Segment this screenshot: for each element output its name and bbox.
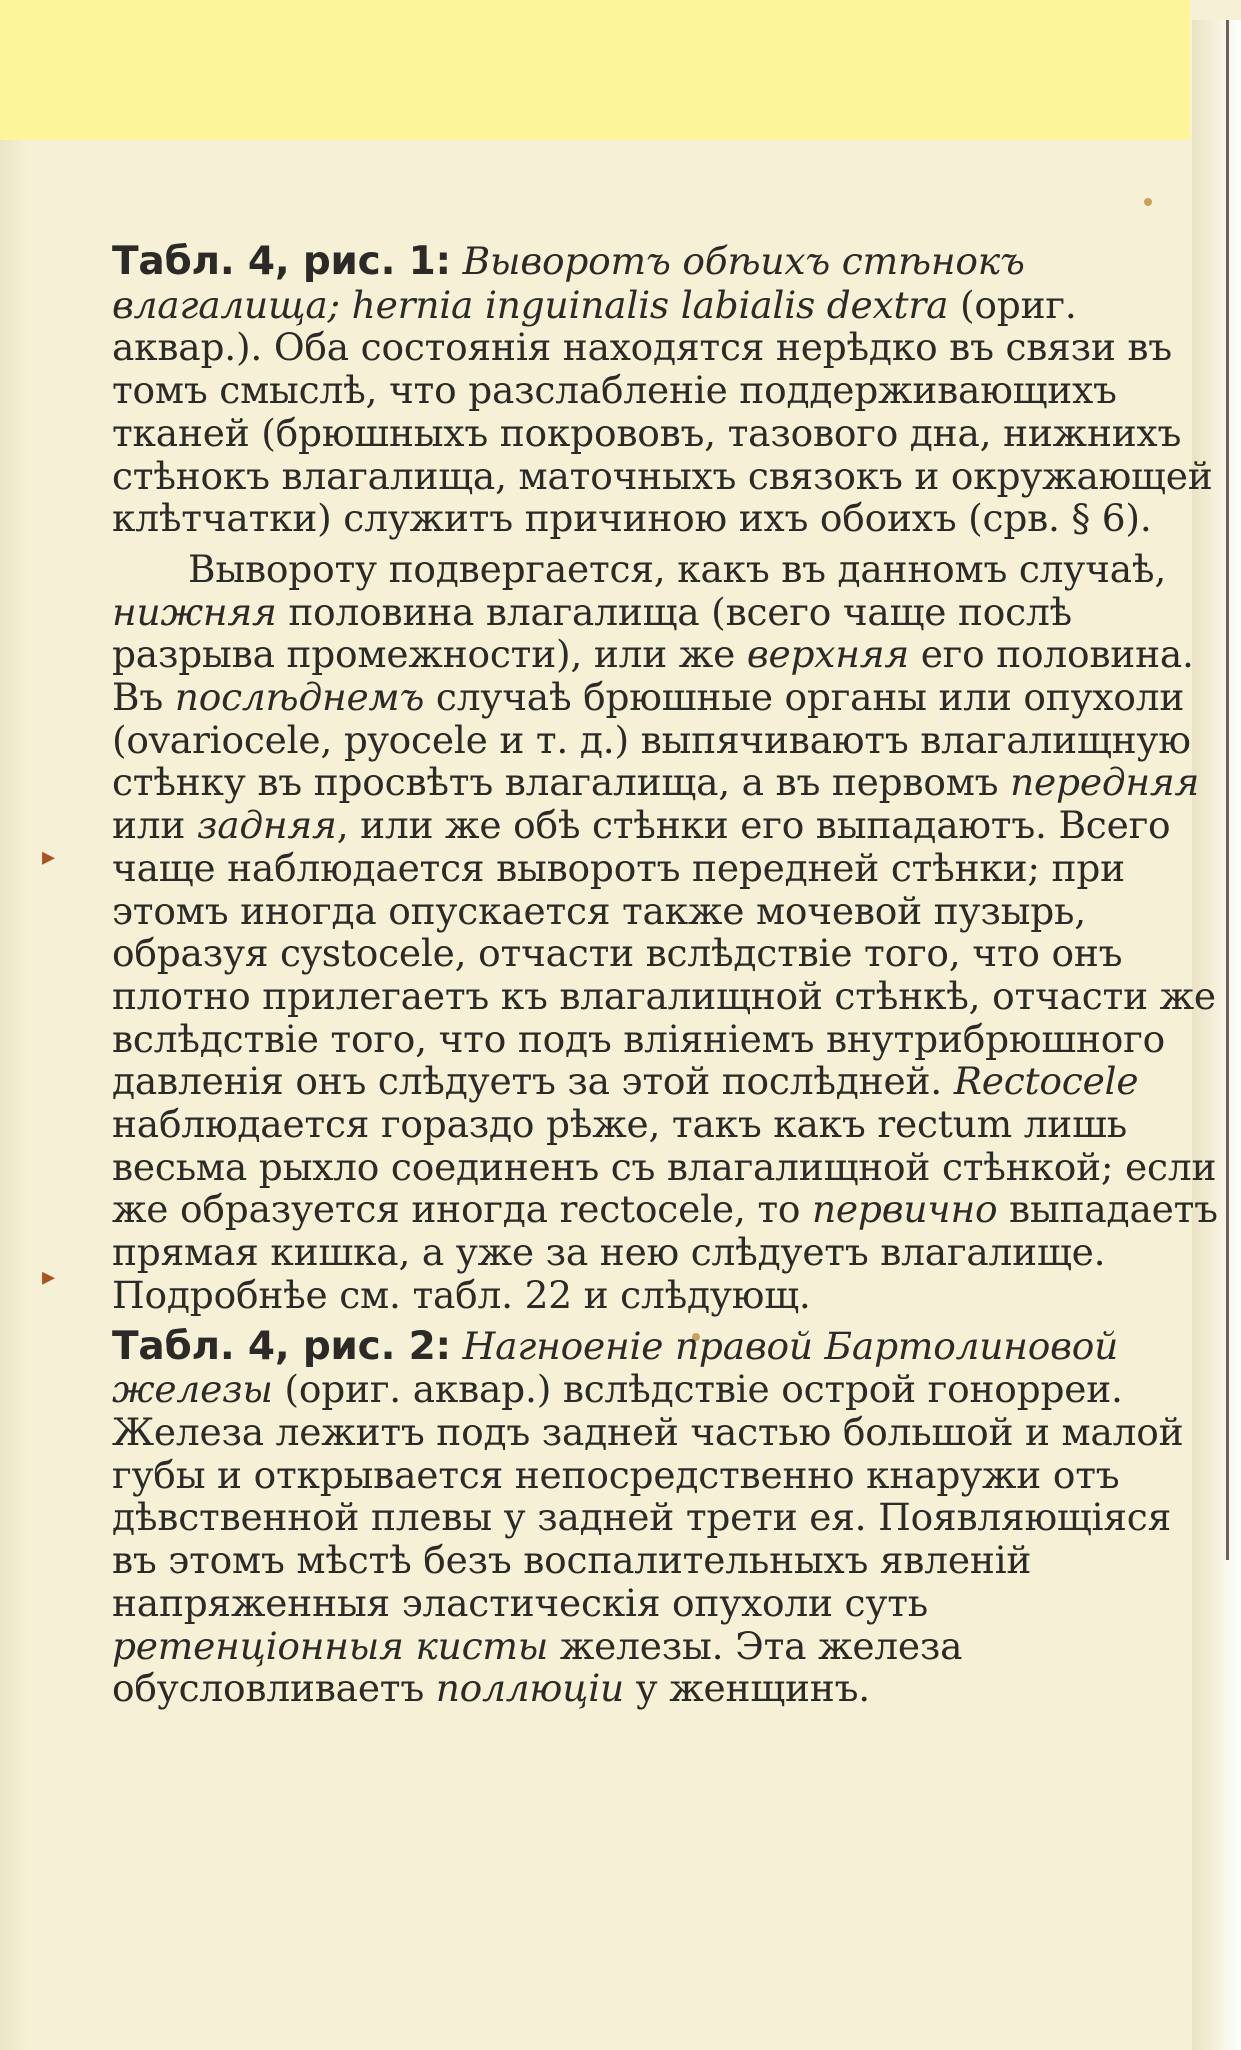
paragraph-fig2: [112, 1325, 1220, 1710]
margin-mark: ▸: [42, 842, 56, 872]
italic-run: передняя: [1010, 760, 1200, 805]
paragraph-eversion: [112, 548, 1220, 1317]
text-run: выпадаетъ прямая кишка, а уже за нею слѣдуетъ влагалище. Подробнѣе см. табл. 22 и слѣдующ.: [112, 1187, 1218, 1317]
text-run: железы. Эта железа обусловливаетъ: [112, 1623, 963, 1711]
speck: [1144, 198, 1152, 206]
italic-run: верхняя: [746, 632, 909, 677]
text-run: его половина. Въ: [112, 632, 1194, 720]
text-run: наблюдается гораздо рѣже, такъ какъ rectum лишь весьма рыхло соединенъ съ влагалищной стѣнкой; если же образуется иногда rectocele, то: [112, 1102, 1217, 1232]
paragraph-fig1: [112, 240, 1220, 540]
text-run: у женщинъ.: [623, 1666, 870, 1711]
text-run: Вывороту подвергается, какъ въ данномъ случаѣ,: [188, 546, 1167, 591]
italic-run: ретенціонныя кисты: [112, 1623, 549, 1668]
text-run: половина влагалища (всего чаще послѣ разрыва промежности), или же: [112, 589, 1072, 677]
italic-run: поллюціи: [435, 1666, 624, 1711]
italic-run: послѣднемъ: [174, 675, 425, 720]
caption-title: Нагноеніе правой Бартолиновой железы: [112, 1323, 1119, 1412]
italic-run: задняя: [196, 803, 337, 848]
italic-run: первично: [811, 1187, 998, 1232]
caption-title: Выворотъ обѣихъ стѣнокъ влагалища; hernia inguinalis labialis dextra: [112, 239, 1025, 327]
caption-label: Табл. 4, рис. 2:: [112, 1323, 451, 1369]
page-left-shadow: [0, 140, 28, 2050]
text-run: или: [112, 803, 197, 848]
highlight-band: [0, 0, 1190, 140]
paragraph-text: (ориг. аквар.). Оба состоянія находятся нерѣдко въ связи въ томъ смыслѣ, что разслабленіе поддерживающихъ тканей (брюшныхъ покрововъ, тазового дна, нижнихъ стѣнокъ влагалища, маточныхъ связокъ и окружающей клѣтчатки) служитъ причиною ихъ обоихъ (срв. § 6).: [112, 282, 1213, 541]
text-run: (ориг. аквар.) вслѣдствіе острой гонорреи. Железа лежитъ подъ задней частью большой и малой губы и открывается непосредственно кнаружи отъ дѣвственной плевы у задней трети ея. Появляющіяся въ этомъ мѣстѣ безъ воспалительныхъ явленій напряженныя эластическія опухоли суть: [112, 1367, 1184, 1625]
margin-mark: ▸: [42, 1262, 56, 1292]
text-run: , или же обѣ стѣнки его выпадаютъ. Всего чаще наблюдается выворотъ передней стѣнки; при этомъ иногда опускается также мочевой пузырь, образуя cystocele, отчасти вслѣдствіе того, что онъ плотно прилегаетъ къ влагалищной стѣнкѣ, отчасти же вслѣдствіе того, что подъ вліяніемъ внутрибрюшного давленія онъ слѣдуетъ за этой послѣдней.: [112, 803, 1216, 1104]
italic-run: Rectocele: [953, 1059, 1139, 1104]
page-text: [112, 240, 1220, 1718]
spine-edge-line: [1226, 20, 1229, 1560]
italic-run: нижняя: [112, 589, 277, 634]
text-run: случаѣ брюшные органы или опухоли (ovariocele, pyocele и т. д.) выпячиваютъ влагалищную стѣнку въ просвѣтъ влагалища, а въ первомъ: [112, 675, 1191, 805]
caption-label: Табл. 4, рис. 1:: [112, 239, 451, 284]
